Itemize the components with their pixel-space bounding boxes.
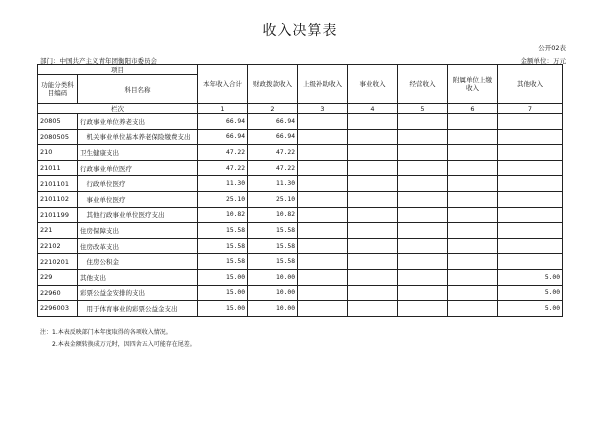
cell-operating: [398, 285, 448, 301]
cell-fiscal: 47.22: [248, 160, 298, 176]
cell-subsidy: [298, 191, 348, 207]
cell-business: [348, 129, 398, 145]
header-other: 其他收入: [498, 65, 563, 104]
cell-code: 2296003: [38, 301, 78, 317]
cell-business: [348, 191, 398, 207]
cell-affiliated: [448, 285, 498, 301]
cell-code: 221: [38, 223, 78, 239]
table-row: [38, 238, 563, 254]
cell-affiliated: [448, 114, 498, 130]
cell-total: 11.30: [198, 176, 248, 192]
cell-name: 住房改革支出: [78, 238, 198, 254]
cell-subsidy: [298, 269, 348, 285]
cell-code: 21011: [38, 160, 78, 176]
amount-unit-label: 金额单位：万元: [520, 57, 566, 65]
cell-subsidy: [298, 301, 348, 317]
cell-other: [498, 176, 563, 192]
cell-total: 66.94: [198, 114, 248, 130]
cell-total: 15.00: [198, 301, 248, 317]
income-table: [37, 64, 563, 317]
col-number: 3: [298, 104, 348, 114]
header-fiscal: 财政拨款收入: [248, 65, 298, 104]
col-number: 2: [248, 104, 298, 114]
cell-fiscal: 10.00: [248, 269, 298, 285]
cell-name: 其他支出: [78, 269, 198, 285]
cell-other: [498, 145, 563, 161]
col-number: 5: [398, 104, 448, 114]
cell-business: [348, 238, 398, 254]
table-row: [38, 285, 563, 301]
cell-name: 行政事业单位养老支出: [78, 114, 198, 130]
header-affiliated: 附属单位上缴收入: [448, 65, 498, 104]
cell-operating: [398, 191, 448, 207]
cell-other: [498, 254, 563, 270]
cell-business: [348, 301, 398, 317]
cell-subsidy: [298, 207, 348, 223]
cell-fiscal: 10.82: [248, 207, 298, 223]
header-code: 功能分类科目编码: [38, 75, 78, 104]
cell-affiliated: [448, 254, 498, 270]
cell-name: 卫生健康支出: [78, 145, 198, 161]
cell-other: 5.00: [498, 301, 563, 317]
cell-other: 5.00: [498, 285, 563, 301]
header-total: 本年收入合计: [198, 65, 248, 104]
cell-operating: [398, 207, 448, 223]
cell-subsidy: [298, 176, 348, 192]
cell-business: [348, 145, 398, 161]
cell-subsidy: [298, 254, 348, 270]
table-row: [38, 114, 563, 130]
col-number: 7: [498, 104, 563, 114]
cell-name: 机关事业单位基本养老保险缴费支出: [78, 129, 198, 145]
table-row: [38, 176, 563, 192]
cell-operating: [398, 176, 448, 192]
cell-fiscal: 15.58: [248, 238, 298, 254]
cell-subsidy: [298, 145, 348, 161]
cell-business: [348, 114, 398, 130]
cell-total: 10.82: [198, 207, 248, 223]
cell-total: 15.58: [198, 254, 248, 270]
header-row-index: 栏次: [38, 104, 198, 114]
cell-total: 15.00: [198, 285, 248, 301]
cell-name: 行政单位医疗: [78, 176, 198, 192]
table-row: [38, 160, 563, 176]
cell-affiliated: [448, 207, 498, 223]
cell-subsidy: [298, 160, 348, 176]
cell-name: 其他行政事业单位医疗支出: [78, 207, 198, 223]
header-name: 科目名称: [78, 75, 198, 104]
cell-operating: [398, 160, 448, 176]
cell-fiscal: 25.10: [248, 191, 298, 207]
cell-operating: [398, 269, 448, 285]
cell-code: 2101102: [38, 191, 78, 207]
cell-affiliated: [448, 176, 498, 192]
cell-other: [498, 191, 563, 207]
cell-operating: [398, 301, 448, 317]
cell-business: [348, 254, 398, 270]
department-label: 部门：中国共产主义青年团衡阳市委员会: [40, 57, 157, 65]
cell-operating: [398, 223, 448, 239]
header-subsidy: 上级补助收入: [298, 65, 348, 104]
cell-business: [348, 207, 398, 223]
cell-name: 用于体育事业的彩票公益金支出: [78, 301, 198, 317]
cell-other: [498, 207, 563, 223]
table-row: [38, 129, 563, 145]
cell-operating: [398, 114, 448, 130]
cell-operating: [398, 254, 448, 270]
cell-affiliated: [448, 160, 498, 176]
cell-total: 25.10: [198, 191, 248, 207]
cell-business: [348, 223, 398, 239]
cell-affiliated: [448, 301, 498, 317]
cell-affiliated: [448, 238, 498, 254]
cell-code: 2101101: [38, 176, 78, 192]
cell-subsidy: [298, 129, 348, 145]
cell-fiscal: 15.58: [248, 223, 298, 239]
table-row: [38, 207, 563, 223]
cell-affiliated: [448, 145, 498, 161]
cell-subsidy: [298, 223, 348, 239]
cell-fiscal: 10.00: [248, 301, 298, 317]
cell-affiliated: [448, 269, 498, 285]
footnote-1: 注：1.本表反映部门本年度取得的各项收入情况。: [40, 329, 172, 336]
cell-code: 2101199: [38, 207, 78, 223]
cell-code: 229: [38, 269, 78, 285]
cell-total: 15.58: [198, 223, 248, 239]
cell-code: 2210201: [38, 254, 78, 270]
cell-total: 66.94: [198, 129, 248, 145]
cell-business: [348, 160, 398, 176]
cell-subsidy: [298, 114, 348, 130]
footnote-2: 2.本表金额转换成万元时，因四舍五入可能存在尾差。: [52, 341, 196, 348]
cell-code: 20805: [38, 114, 78, 130]
cell-total: 47.22: [198, 145, 248, 161]
report-title: 收入决算表: [262, 23, 338, 39]
table-row: [38, 223, 563, 239]
table-row: [38, 191, 563, 207]
cell-operating: [398, 238, 448, 254]
cell-other: [498, 223, 563, 239]
header-operating: 经营收入: [398, 65, 448, 104]
cell-business: [348, 176, 398, 192]
cell-fiscal: 11.30: [248, 176, 298, 192]
cell-business: [348, 285, 398, 301]
cell-other: [498, 238, 563, 254]
cell-code: 210: [38, 145, 78, 161]
cell-total: 15.00: [198, 269, 248, 285]
col-number: 1: [198, 104, 248, 114]
col-number: 4: [348, 104, 398, 114]
table-row: [38, 145, 563, 161]
cell-affiliated: [448, 191, 498, 207]
cell-fiscal: 10.00: [248, 285, 298, 301]
cell-business: [348, 269, 398, 285]
header-project: 项目: [38, 65, 198, 75]
cell-code: 2080505: [38, 129, 78, 145]
cell-name: 住房公积金: [78, 254, 198, 270]
cell-total: 15.58: [198, 238, 248, 254]
cell-other: 5.00: [498, 269, 563, 285]
cell-fiscal: 66.94: [248, 114, 298, 130]
cell-name: 住房保障支出: [78, 223, 198, 239]
cell-name: 事业单位医疗: [78, 191, 198, 207]
cell-code: 22960: [38, 285, 78, 301]
cell-operating: [398, 145, 448, 161]
cell-other: [498, 129, 563, 145]
cell-other: [498, 160, 563, 176]
form-number: 公开02表: [538, 44, 566, 52]
cell-other: [498, 114, 563, 130]
cell-operating: [398, 129, 448, 145]
cell-total: 47.22: [198, 160, 248, 176]
col-number: 6: [448, 104, 498, 114]
cell-fiscal: 15.58: [248, 254, 298, 270]
cell-fiscal: 47.22: [248, 145, 298, 161]
cell-subsidy: [298, 238, 348, 254]
cell-subsidy: [298, 285, 348, 301]
table-row: [38, 269, 563, 285]
cell-code: 22102: [38, 238, 78, 254]
table-row: [38, 254, 563, 270]
header-business: 事业收入: [348, 65, 398, 104]
cell-name: 彩票公益金安排的支出: [78, 285, 198, 301]
table-row: [38, 301, 563, 317]
cell-affiliated: [448, 129, 498, 145]
cell-fiscal: 66.94: [248, 129, 298, 145]
footnotes: [40, 327, 196, 351]
cell-name: 行政事业单位医疗: [78, 160, 198, 176]
cell-affiliated: [448, 223, 498, 239]
